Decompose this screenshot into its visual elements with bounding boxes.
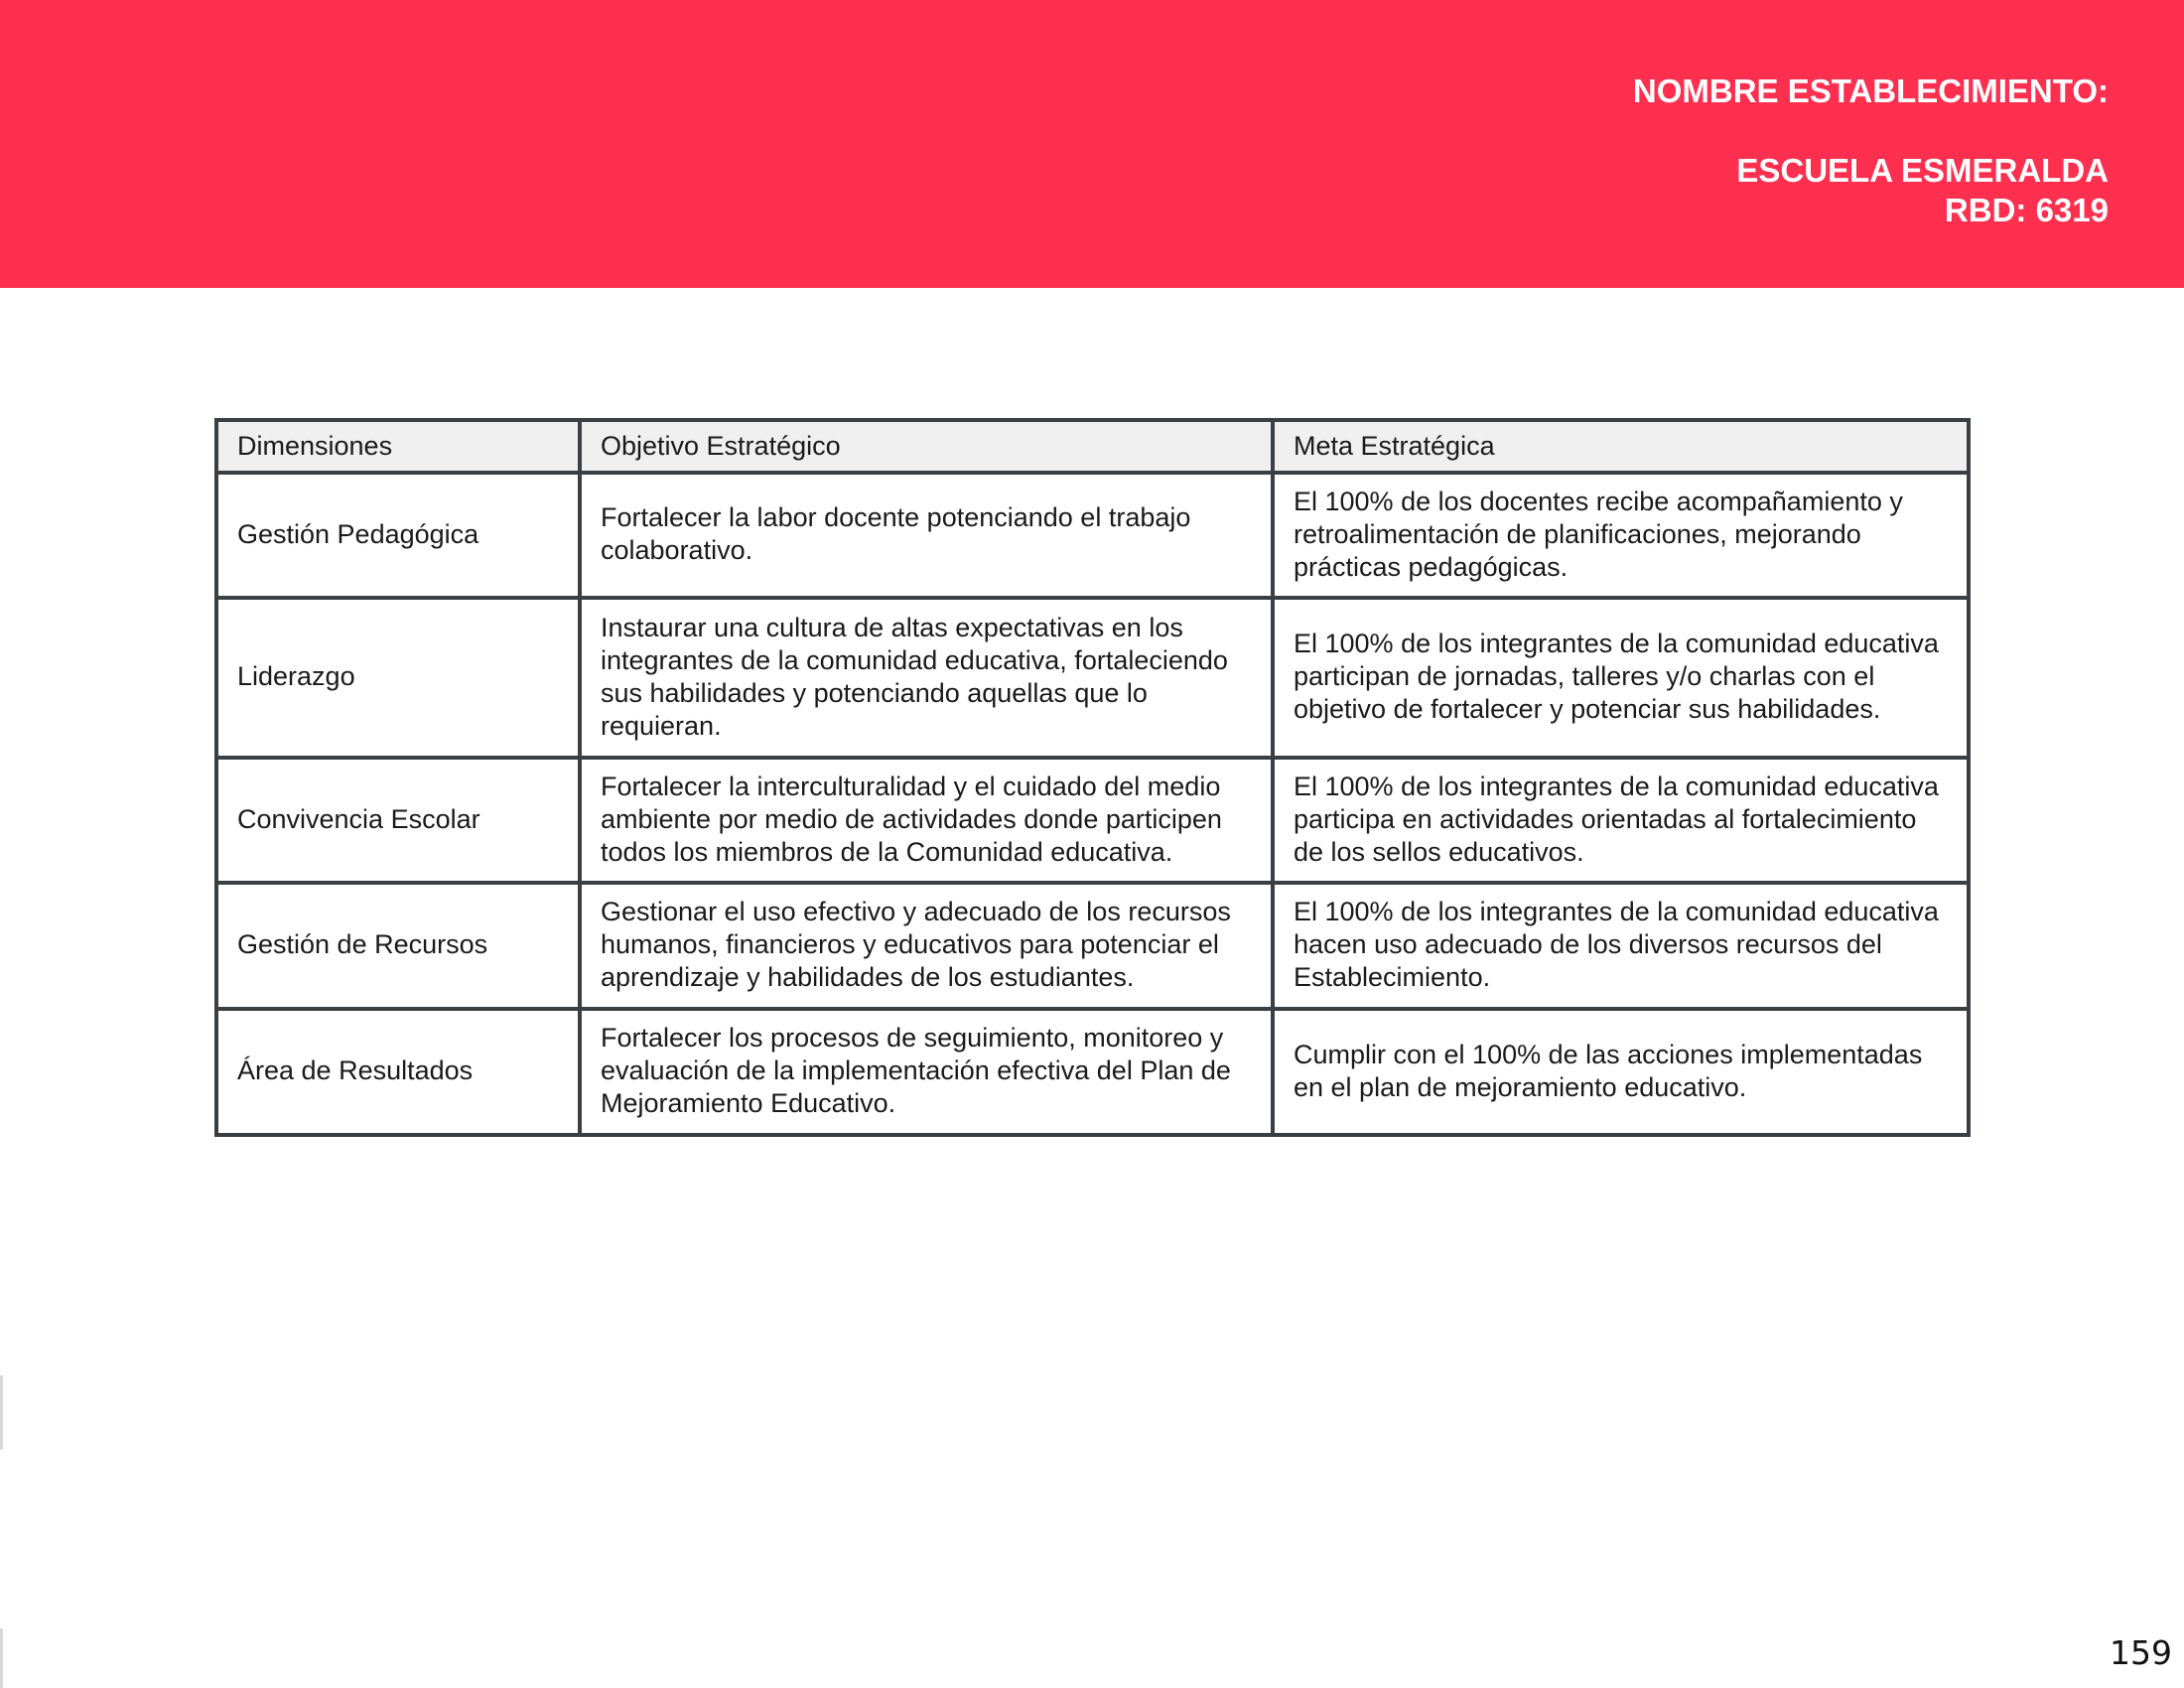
header-objetivo: Objetivo Estratégico [580,420,1273,473]
school-name: ESCUELA ESMERALDA [1736,152,2109,189]
meta-cell: El 100% de los integrantes de la comunidad educativa participa en actividades orientadas al fortalecimiento de los sellos educativos. [1273,758,1969,883]
header-text [1633,71,2109,230]
table-row [216,1009,1969,1135]
objetivo-cell: Fortalecer la labor docente potenciando el trabajo colaborativo. [580,473,1273,598]
page-edge-mark [0,1375,3,1450]
header-band [0,0,2184,288]
rbd-code: RBD: 6319 [1944,192,2109,228]
meta-cell: El 100% de los docentes recibe acompañamiento y retroalimentación de planificaciones, mejorando prácticas pedagógicas. [1273,473,1969,598]
dimension-cell: Gestión Pedagógica [216,473,580,598]
header-dimensiones: Dimensiones [216,420,580,473]
objetivo-cell: Fortalecer la interculturalidad y el cuidado del medio ambiente por medio de actividades donde participen todos los miembros de la Comunidad educativa. [580,758,1273,883]
objetivo-cell: Instaurar una cultura de altas expectativas en los integrantes de la comunidad educativa, fortaleciendo sus habilidades y potenciando aquellas que lo requieran. [580,598,1273,758]
page-number: 159 [2110,1633,2172,1672]
table-row [216,598,1969,758]
objetivo-cell: Gestionar el uso efectivo y adecuado de los recursos humanos, financieros y educativos para potenciar el aprendizaje y habilidades de los estudiantes. [580,883,1273,1009]
table-row [216,473,1969,598]
strategic-table-container [214,418,1967,1137]
dimension-cell: Liderazgo [216,598,580,758]
table-row [216,758,1969,883]
strategic-table [214,418,1971,1137]
meta-cell: Cumplir con el 100% de las acciones implementadas en el plan de mejoramiento educativo. [1273,1009,1969,1135]
dimension-cell: Gestión de Recursos [216,883,580,1009]
objetivo-cell: Fortalecer los procesos de seguimiento, monitoreo y evaluación de la implementación efectiva del Plan de Mejoramiento Educativo. [580,1009,1273,1135]
establishment-label: NOMBRE ESTABLECIMIENTO: [1632,72,2109,109]
page-edge-mark [0,1628,3,1688]
table-header-row [216,420,1969,473]
header-meta: Meta Estratégica [1273,420,1969,473]
dimension-cell: Área de Resultados [216,1009,580,1135]
table-row [216,883,1969,1009]
dimension-cell: Convivencia Escolar [216,758,580,883]
meta-cell: El 100% de los integrantes de la comunidad educativa participan de jornadas, talleres y/o charlas con el objetivo de fortalecer y potenciar sus habilidades. [1273,598,1969,758]
meta-cell: El 100% de los integrantes de la comunidad educativa hacen uso adecuado de los diversos recursos del Establecimiento. [1273,883,1969,1009]
